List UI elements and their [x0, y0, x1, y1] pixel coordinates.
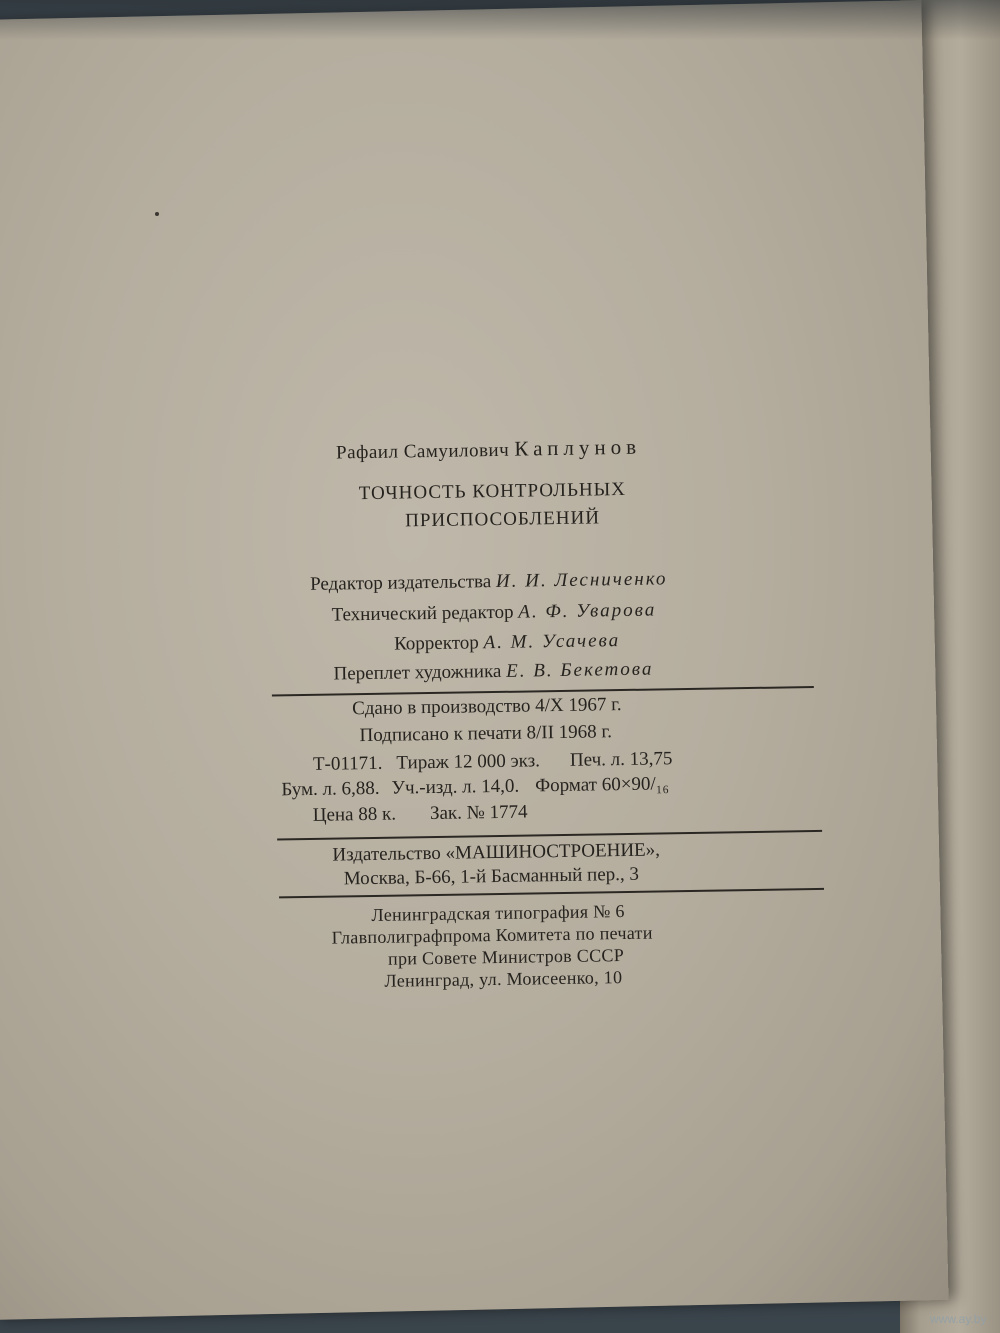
author-given-name: Рафаил Самуилович — [335, 439, 510, 464]
author-surname: Каплунов — [514, 434, 642, 461]
printer-line-3: при Совете Министров СССР — [387, 945, 625, 969]
credit-name: А. Ф. Уварова — [518, 599, 657, 623]
publisher-address: Москва, Б-66, 1-й Басманный пер., 3 — [343, 863, 640, 890]
credit-role: Корректор — [393, 632, 479, 655]
credit-role: Переплет художника — [333, 660, 502, 685]
site-watermark: www.ay.by — [930, 1312, 987, 1326]
printer-line-4: Ленинград, ул. Моисеенко, 10 — [384, 967, 623, 991]
print-run-line — [313, 748, 673, 776]
credit-role: Редактор издательства — [309, 571, 492, 595]
submitted-date: Сдано в производство 4/X 1967 г. — [351, 694, 622, 720]
credit-proofreader — [394, 630, 620, 656]
printer-line-1: Ленинградская типография № 6 — [371, 901, 625, 925]
divider-rule — [277, 830, 822, 841]
credit-name: Е. В. Бекетова — [505, 658, 654, 682]
credit-name: А. М. Усачева — [483, 630, 621, 654]
printed-sheets: Печ. л. 13,75 — [569, 748, 673, 771]
format: Формат 60×90/₁₆ — [534, 773, 670, 797]
publisher-name: Издательство «МАШИНОСТРОЕНИЕ», — [332, 839, 661, 866]
price-line — [313, 802, 528, 827]
credit-tech-editor — [331, 599, 656, 626]
book-title-line-1: ТОЧНОСТЬ КОНТРОЛЬНЫХ — [358, 478, 627, 505]
book-title-line-2: ПРИСПОСОБЛЕНИЙ — [405, 507, 601, 532]
order-number: Зак. № 1774 — [429, 801, 528, 825]
sheets-line — [281, 773, 669, 801]
printer-line-2: Главполиграфпрома Комитета по печати — [331, 922, 653, 948]
signed-date: Подписано к печати 8/II 1968 г. — [359, 721, 613, 747]
credit-role: Технический редактор — [331, 601, 514, 626]
price: Цена 88 к. — [312, 803, 397, 826]
author-line — [336, 435, 641, 465]
paper-sheets: Бум. л. 6,88. — [281, 777, 380, 801]
credit-name: И. И. Лесниченко — [495, 568, 668, 592]
code-number: Т-01171. — [312, 752, 383, 775]
publisher-sheets: Уч.-изд. л. 14,0. — [391, 775, 520, 799]
print-run: Тираж 12 000 экз. — [396, 750, 541, 774]
credit-editor — [310, 568, 668, 596]
credit-cover-artist — [333, 659, 653, 686]
